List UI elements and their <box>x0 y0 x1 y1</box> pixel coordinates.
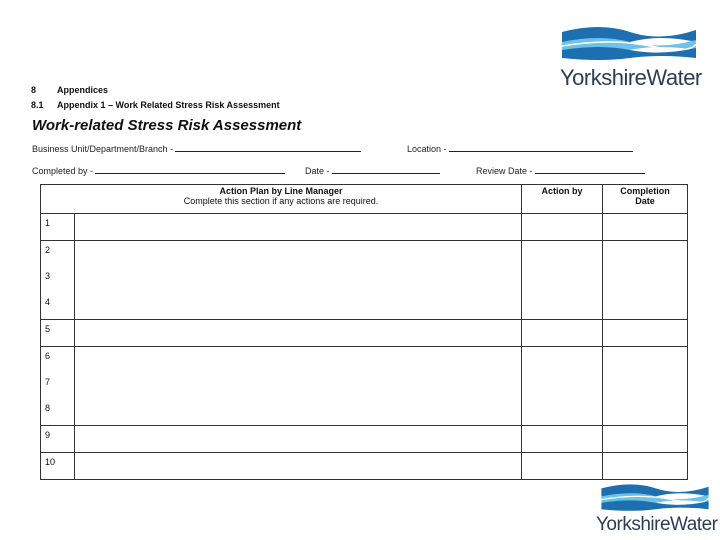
location-label: Location - <box>407 144 447 154</box>
business-unit-field[interactable] <box>32 143 361 154</box>
action-cell[interactable] <box>75 214 522 241</box>
review-date-field[interactable] <box>476 165 645 176</box>
action-cell[interactable] <box>75 241 522 268</box>
action-by-cell[interactable] <box>522 373 603 399</box>
completion-label: Completion <box>620 186 670 196</box>
row-number: 6 <box>41 347 75 374</box>
row-number: 10 <box>41 453 75 480</box>
completion-cell[interactable] <box>603 320 688 347</box>
completed-by-line[interactable] <box>95 165 285 174</box>
completion-cell[interactable] <box>603 347 688 374</box>
action-plan-table <box>40 184 688 480</box>
table-row <box>41 426 688 453</box>
yorkshire-water-logo <box>560 24 702 91</box>
action-plan-subtitle: Complete this section if any actions are required. <box>183 196 379 206</box>
completion-cell[interactable] <box>603 214 688 241</box>
review-date-line[interactable] <box>535 165 645 174</box>
section-heading-appendices <box>31 85 108 95</box>
table-row <box>41 320 688 347</box>
table-row <box>41 214 688 241</box>
location-line[interactable] <box>449 143 633 152</box>
row-number: 2 <box>41 241 75 268</box>
table-row <box>41 373 688 399</box>
row-number: 1 <box>41 214 75 241</box>
action-cell[interactable] <box>75 373 522 399</box>
wave-icon <box>596 482 714 514</box>
row-number: 4 <box>41 293 75 320</box>
action-cell[interactable] <box>75 453 522 480</box>
action-plan-header <box>41 185 522 214</box>
date-line[interactable] <box>332 165 440 174</box>
completion-cell[interactable] <box>603 373 688 399</box>
action-cell[interactable] <box>75 320 522 347</box>
section-title: Appendices <box>57 85 109 95</box>
logo-wordmark: YorkshireWater <box>596 514 718 535</box>
review-date-label: Review Date - <box>476 166 533 176</box>
date-label: Date - <box>305 166 330 176</box>
section-title: Appendix 1 – Work Related Stress Risk Assessment <box>57 100 280 110</box>
table-row <box>41 399 688 426</box>
date-field[interactable] <box>305 165 440 176</box>
completion-cell[interactable] <box>603 293 688 320</box>
completion-cell[interactable] <box>603 453 688 480</box>
date-label-header: Date <box>635 196 655 206</box>
action-cell[interactable] <box>75 293 522 320</box>
section-heading-appendix-1 <box>31 100 280 110</box>
action-by-cell[interactable] <box>522 241 603 268</box>
location-field[interactable] <box>407 143 633 154</box>
table-row <box>41 347 688 374</box>
action-cell[interactable] <box>75 399 522 426</box>
completed-by-field[interactable] <box>32 165 285 176</box>
row-number: 7 <box>41 373 75 399</box>
business-unit-line[interactable] <box>175 143 361 152</box>
completion-cell[interactable] <box>603 241 688 268</box>
row-number: 3 <box>41 267 75 293</box>
completed-by-label: Completed by - <box>32 166 94 176</box>
action-by-cell[interactable] <box>522 214 603 241</box>
action-cell[interactable] <box>75 347 522 374</box>
section-number: 8 <box>31 85 37 95</box>
action-by-cell[interactable] <box>522 293 603 320</box>
completion-date-header <box>603 185 688 214</box>
section-number: 8.1 <box>31 100 44 110</box>
action-by-header: Action by <box>522 185 603 214</box>
wave-icon <box>560 24 698 64</box>
action-cell[interactable] <box>75 267 522 293</box>
completion-cell[interactable] <box>603 267 688 293</box>
row-number: 8 <box>41 399 75 426</box>
completion-cell[interactable] <box>603 426 688 453</box>
action-plan-title: Action Plan by Line Manager <box>219 186 343 196</box>
action-by-cell[interactable] <box>522 399 603 426</box>
table-row <box>41 293 688 320</box>
table-header-row <box>41 185 688 214</box>
table-row <box>41 267 688 293</box>
action-by-cell[interactable] <box>522 347 603 374</box>
action-by-cell[interactable] <box>522 267 603 293</box>
form-title: Work-related Stress Risk Assessment <box>32 117 302 134</box>
logo-wordmark: YorkshireWater <box>560 65 702 90</box>
table-row <box>41 453 688 480</box>
action-by-cell[interactable] <box>522 453 603 480</box>
row-number: 5 <box>41 320 75 347</box>
table-row <box>41 241 688 268</box>
action-cell[interactable] <box>75 426 522 453</box>
action-by-cell[interactable] <box>522 426 603 453</box>
yorkshire-water-logo-footer <box>596 482 718 536</box>
row-number: 9 <box>41 426 75 453</box>
action-by-cell[interactable] <box>522 320 603 347</box>
completion-cell[interactable] <box>603 399 688 426</box>
business-unit-label: Business Unit/Department/Branch - <box>32 144 174 154</box>
